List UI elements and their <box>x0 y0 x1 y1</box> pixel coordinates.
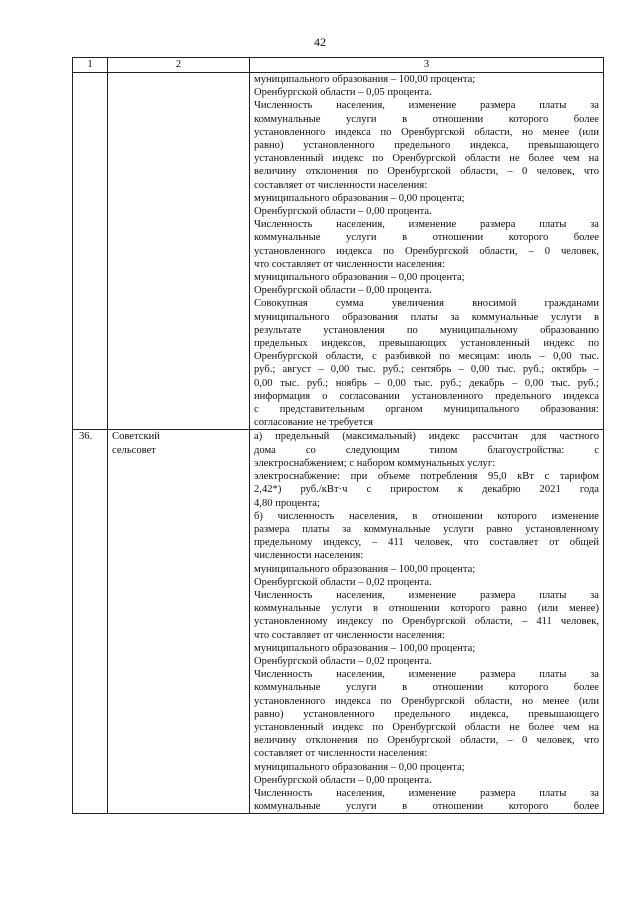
description-line: Оренбургской области – 0,05 процента. <box>254 87 432 99</box>
row-number-cell <box>73 73 108 430</box>
header-cell-1: 1 <box>73 58 108 73</box>
header-cell-3: 3 <box>250 58 604 73</box>
description-line: с представительным органом муниципального образования: <box>254 404 599 416</box>
description-line: коммунальные услуги в отношении которого более <box>254 232 599 244</box>
description-line: муниципального образования – 100,00 процента; <box>254 74 476 85</box>
description-line: результате установления по муниципальному образованию <box>254 324 599 336</box>
description-line: муниципального образования – 0,00 процента; <box>254 192 465 204</box>
description-line: составляет от численности населения: <box>254 748 428 760</box>
description-line: электроснабжение: при объеме потребления 95,0 кВт с тарифом <box>254 471 599 483</box>
description-line: что составляет от численности населения: <box>254 629 445 641</box>
description-line: а) предельный (максимальный) индекс рассчитан для частного <box>254 431 599 443</box>
description-line: коммунальные услуги в отношении которого равно (или менее) <box>254 603 599 615</box>
description-line: Численность населения, изменение размера платы за <box>254 100 599 112</box>
description-line: муниципального образования – 0,00 процента; <box>254 272 465 284</box>
description-line: Численность населения, изменение размера платы за <box>254 589 599 601</box>
page-number: 42 <box>314 35 326 49</box>
data-table <box>72 57 604 814</box>
table-body <box>73 73 604 814</box>
description-line: 2,42*) руб./кВт·ч с приростом к декабрю 2021 года <box>254 484 599 496</box>
description-line: согласование не требуется <box>254 417 374 429</box>
description-line: коммунальные услуги в отношении которого более <box>254 113 599 125</box>
description-line: муниципального образования платы за коммунальные услуги в <box>254 311 599 323</box>
table-row <box>73 430 604 814</box>
description-line: б) численность населения, в отношении которого изменение <box>254 510 599 522</box>
description-line: электроснабжением; с набором коммунальных услуг: <box>254 457 496 469</box>
description-line: коммунальные услуги в отношении которого более <box>254 682 599 694</box>
description-line: Оренбургской области – 0,00 процента. <box>254 774 432 786</box>
description-line: Оренбургской области – 0,02 процента. <box>254 576 432 588</box>
description-line: дома со следующим типом благоустройства: с <box>254 444 599 456</box>
row-number-cell: 36. <box>73 430 108 814</box>
description-line: предельных индексов, превышающих установленный индекс по <box>254 338 599 350</box>
description-cell <box>250 430 604 814</box>
description-line: величину отклонения по Оренбургской области, – 0 человек, что <box>254 166 599 178</box>
municipality-name-line: сельсовет <box>112 444 156 456</box>
description-line: Оренбургской области – 0,00 процента. <box>254 285 432 297</box>
description-line: Совокупная сумма увеличения вносимой гражданами <box>254 298 599 310</box>
description-line: Оренбургской области – 0,00 процента. <box>254 206 432 218</box>
description-line: коммунальные услуги в отношении которого более <box>254 801 599 813</box>
municipality-name-cell <box>108 73 250 430</box>
description-line: муниципального образования – 0,00 процента; <box>254 761 465 773</box>
description-line: Численность населения, изменение размера платы за <box>254 787 599 799</box>
description-line: величину отклонения по Оренбургской области, – 0 человек, что <box>254 735 599 747</box>
description-line: равно) установленного предельного индекса, превышающего <box>254 708 599 720</box>
description-line: установленного индекса по Оренбургской области, – 0 человек, <box>254 245 599 257</box>
description-cell <box>250 73 604 430</box>
description-line: 0,00 тыс. руб.; ноябрь – 0,00 тыс. руб.; декабрь – 0,00 тыс. руб.; <box>254 377 599 389</box>
municipality-name-cell <box>108 430 250 814</box>
description-line: установленного индекса по Оренбургской области, но менее (или <box>254 126 599 138</box>
description-line: Численность населения, изменение размера платы за <box>254 669 599 681</box>
description-line: информация о согласовании установленного предельного индекса <box>254 390 599 402</box>
description-line: установленный индекс по Оренбургской области не более чем на <box>254 153 599 165</box>
table-header-row <box>73 58 604 73</box>
description-line: установленному индексу по Оренбургской области, – 411 человек, <box>254 616 599 628</box>
description-line: Численность населения, изменение размера платы за <box>254 219 599 231</box>
description-line: что составляет от численности населения: <box>254 258 445 270</box>
description-line: составляет от численности населения: <box>254 179 428 191</box>
description-line: муниципального образования – 100,00 процента; <box>254 642 476 654</box>
description-line: 4,80 процента; <box>254 497 320 509</box>
header-cell-2: 2 <box>108 58 250 73</box>
description-line: равно) установленного предельного индекса, превышающего <box>254 140 599 152</box>
description-line: численности населения: <box>254 550 364 562</box>
description-line: установленного индекса по Оренбургской области, но менее (или <box>254 695 599 707</box>
description-line: установленный индекс по Оренбургской области не более чем на <box>254 721 599 733</box>
description-line: руб.; август – 0,00 тыс. руб.; сентябрь – 0,00 тыс. руб.; октябрь – <box>254 364 599 376</box>
description-line: Оренбургской области – 0,02 процента. <box>254 655 432 667</box>
description-line: муниципального образования – 100,00 процента; <box>254 563 476 575</box>
description-line: предельному индексу, – 411 человек, что составляет от общей <box>254 537 599 549</box>
table-row <box>73 73 604 430</box>
description-line: Оренбургской области, с разбивкой по месяцам: июль – 0,00 тыс. <box>254 351 599 363</box>
municipality-name-line: Советский <box>112 431 160 443</box>
description-line: размера платы за коммунальные услуги равно установленному <box>254 523 599 535</box>
